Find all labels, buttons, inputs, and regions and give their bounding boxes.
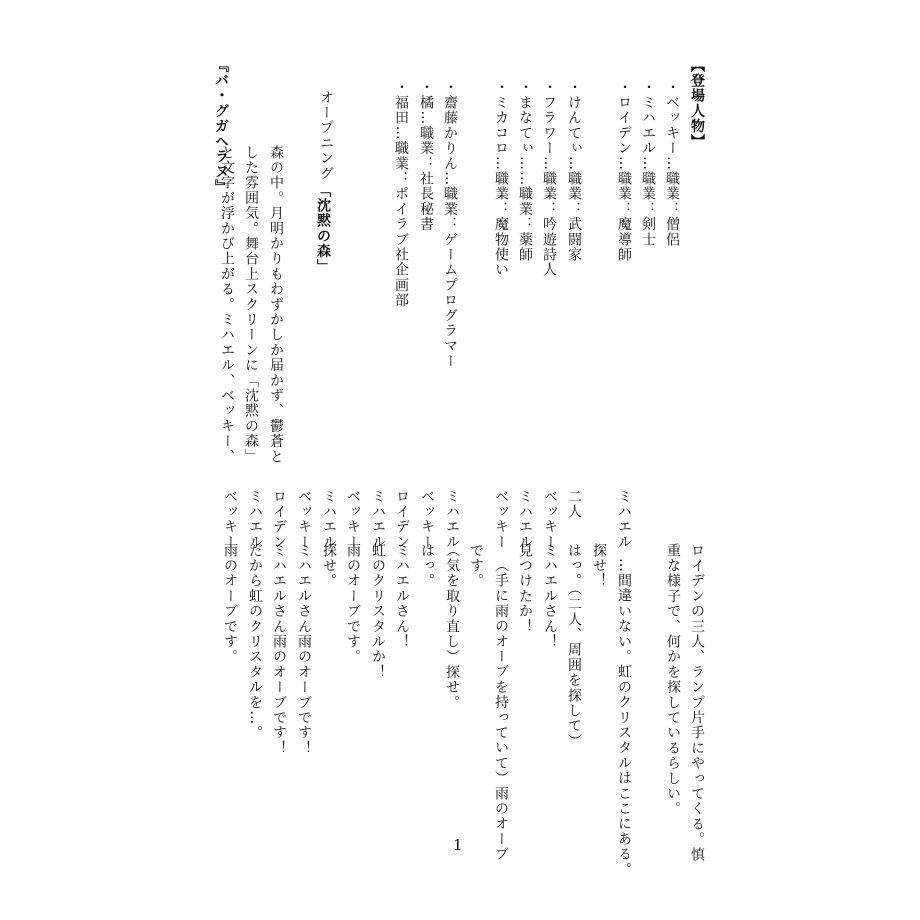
cast-item: ・橘…職業：社長秘書 <box>418 80 434 232</box>
stage-direction-line: ロイデンの三人、ランプ片手にやってくる。慎 <box>689 543 705 863</box>
dialogue-line: ミハエルさん！ <box>394 543 410 650</box>
dialogue-line: 探せ。 <box>321 543 337 589</box>
dialogue-line: ミハエルさん雨のオーブです！ <box>296 543 312 756</box>
cast-heading: 【登場人物】 <box>689 58 705 150</box>
speaker-name: 二人 <box>566 489 582 520</box>
page-number: 1 <box>453 836 463 854</box>
dialogue-line: 探せ！ <box>591 543 607 589</box>
speaker-name: ベッキー <box>419 489 435 550</box>
dialogue-line: 虹のクリスタルか！ <box>370 543 386 680</box>
cast-item: ・ミカコロ…職業：魔物使い <box>493 80 509 278</box>
speaker-name: ミハエル <box>370 489 386 550</box>
speaker-name: ベッキー <box>296 489 312 550</box>
speaker-name: ミハエル <box>517 489 533 550</box>
dialogue-line: 雨のオーブです。 <box>345 543 361 665</box>
stage-direction-line: した雰囲気。舞台上スクリーンに「沈黙の森」 <box>243 145 259 465</box>
cast-item: ・ロイデン…職業：魔導師 <box>616 80 632 263</box>
dialogue-line: はっ。（二人、周囲を探して） <box>566 543 582 749</box>
speaker-name: ミハエル <box>247 489 263 550</box>
dialogue-line: …間違いない。虹のクリスタルはここにある。 <box>616 558 632 878</box>
stage-direction-line: 重な様子で、何かを探しているらしい。 <box>665 543 681 817</box>
scene-title: 「沈黙の森」 <box>315 183 331 275</box>
stage-direction-line: と文字が浮かび上がる。ミハエル、ベッキー、 <box>219 145 235 465</box>
speaker-name: ベッキー <box>493 489 509 550</box>
speaker-name: ミハエル <box>616 489 632 550</box>
dialogue-line: （手に雨のオーブを持っていて）雨のオーブ <box>493 558 509 862</box>
speaker-name: ミハエル <box>321 489 337 550</box>
dialogue-line: です。 <box>468 543 484 589</box>
cast-item: ・福田…職業：ポイラブ社企画部 <box>393 80 409 308</box>
dialogue-line: はっ。 <box>419 543 435 589</box>
dialogue-line: 雨のオーブです。 <box>222 543 238 665</box>
dialogue-line: （気を取り直し）探せ。 <box>444 543 460 711</box>
stage-direction-line: 森の中。月明かりもわずかしか届かず、鬱蒼と <box>268 145 284 465</box>
play-title: 『バ・グガヘラヌ』 <box>213 58 229 195</box>
dialogue-line: だから虹のクリスタルを…。 <box>247 543 263 741</box>
dialogue-line: ミハエルさん雨のオーブです！ <box>271 543 287 756</box>
cast-item: ・ミハエル…職業：剣士 <box>640 80 656 248</box>
speaker-name: ベッキー <box>345 489 361 550</box>
opening-label: オープニング <box>318 90 334 182</box>
speaker-name: ベッキー <box>542 489 558 550</box>
dialogue-line: ミハエルさん！ <box>542 543 558 650</box>
cast-item: ・ベッキー…職業：僧侶 <box>664 80 680 248</box>
speaker-name: ロイデン <box>394 489 410 550</box>
cast-item: ・けんてぃ…職業：武闘家 <box>566 80 582 263</box>
cast-item: ・まなてぃ……職業：薬師 <box>517 80 533 263</box>
speaker-name: ロイデン <box>271 489 287 550</box>
cast-item: ・フラワー…職業：吟遊詩人 <box>541 80 557 278</box>
cast-item: ・齋藤かりん…職業：ゲームプログラマー <box>442 80 458 369</box>
dialogue-line: 見つけたか！ <box>517 543 533 635</box>
speaker-name: ミハエル <box>444 489 460 550</box>
speaker-name: ベッキー <box>222 489 238 550</box>
